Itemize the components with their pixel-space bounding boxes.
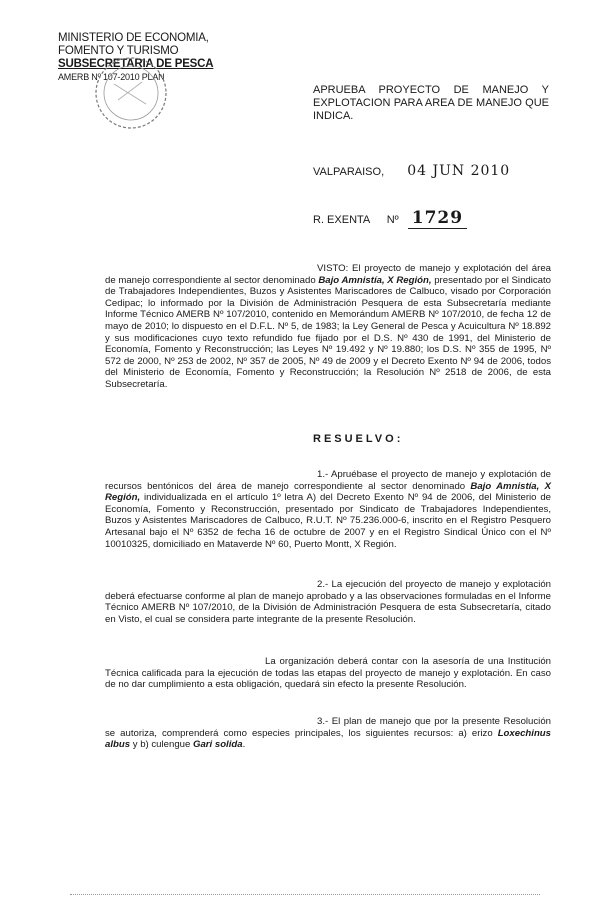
sector-name-article-1: Bajo Amnistía, X Región,: [105, 480, 551, 504]
file-reference: AMERB Nº 107-2010 PLAN: [58, 72, 165, 82]
visto-paragraph: VISTO: El proyecto de manejo y explotación del área de manejo correspondiente al sector denominado Bajo Amnistía, X Región, presentado por el Sindicato de Trabajadores Independientes, Buzos y Asistentes Mariscadores de Calbuco, visado por Corporación Cedipac; lo informado por la División de Administración Pesquera de esta Subsecretaría mediante Informe Técnico AMERB Nº 107/2010, contenido en Memorándum AMERB Nº 107/2010, de fecha 12 de mayo de 2010; lo dispuesto en el D.F.L. Nº 5, de 1983; la Ley General de Pesca y Acuicultura Nº 18.892 y sus modificaciones cuyo texto refundido fue fijado por el D.S. Nº 430 de 1991, del Ministerio de Economía, Fomento y Reconstrucción; las Leyes Nº 19.492 y Nº 19.880; los D.S. Nº 355 de 1995, Nº 572 de 2000, Nº 253 de 2002, Nº 357 de 2005, Nº 49 de 2009 y el Decreto Exento Nº 94 de 2006, todos del Ministerio de Economía, Fomento y Reconstrucción; la Resolución Nº 2518 de 2006, de esta Subsecretaría.: [105, 263, 551, 390]
page-bottom-marks: [70, 894, 540, 895]
visto-label: VISTO:: [317, 263, 349, 274]
article-2-paragraph-2: La organización deberá contar con la asesoría de una Institución Técnica calificada para la ejecución de todas las etapas del proyecto de manejo y explotación. En caso de no dar cumplimiento a esta obligación, quedará sin efecto la presente Resolución.: [105, 656, 551, 691]
resolution-title: APRUEBA PROYECTO DE MANEJO Y EXPLOTACION PARA AREA DE MANEJO QUE INDICA.: [313, 84, 549, 122]
species-2: Gari solida: [193, 739, 243, 751]
stamped-date: 04 JUN 2010: [407, 163, 511, 179]
article-3: 3.- El plan de manejo que por la presente Resolución se autoriza, comprenderá como especies principales, los siguientes recursos: a) erizo Loxechinus albus y b) culengue Gari solida.: [105, 716, 551, 751]
number-sign: Nº: [386, 214, 399, 226]
exenta-label: R. EXENTA: [313, 214, 370, 226]
place-and-date: [313, 163, 510, 179]
official-seal-stamp: [92, 54, 170, 132]
resolution-number: [313, 208, 467, 229]
article-1: 1.- Apruébase el proyecto de manejo y explotación de recursos bentónicos del área de manejo correspondiente al sector denominado Bajo Amnistía, X Región, individualizada en el artículo 1º letra A) del Decreto Exento Nº 94 de 2006, del Ministerio de Economía, Fomento y Reconstrucción, presentado por Sindicato de Trabajadores Independientes, Buzos y Asistentes Mariscadores de Calbuco, R.U.T. Nº 75.236.000-6, inscrito en el Registro Pesquero Artesanal bajo el Nº 6352 de fecha 16 de octubre de 2007 y en el Registro Sindical Único con el Nº 10010325, domiciliado en Mataverde Nº 60, Puerto Montt, X Región.: [105, 469, 551, 550]
article-2: 2.- La ejecución del proyecto de manejo y explotación deberá efectuarse conforme al plan de manejo aprobado y a las observaciones formuladas en el Informe Técnico AMERB Nº 107/2010, de la División de Administración Pesquera de esta Subsecretaría, citado en Visto, el cual se considera parte integrante de la presente Resolución.: [105, 579, 551, 625]
exenta-number: 1729: [408, 208, 467, 229]
resuelvo-heading: RESUELVO:: [313, 433, 404, 445]
place: VALPARAISO,: [313, 166, 385, 178]
ministry-name: MINISTERIO DE ECONOMIA,: [58, 32, 209, 44]
species-1: Loxechinus albus: [105, 727, 551, 751]
sector-name: Bajo Amnistía, X Región,: [318, 274, 432, 286]
ministry-subname: FOMENTO Y TURISMO: [58, 45, 179, 57]
subsecretaria-name: SUBSECRETARIA DE PESCA: [58, 58, 214, 70]
